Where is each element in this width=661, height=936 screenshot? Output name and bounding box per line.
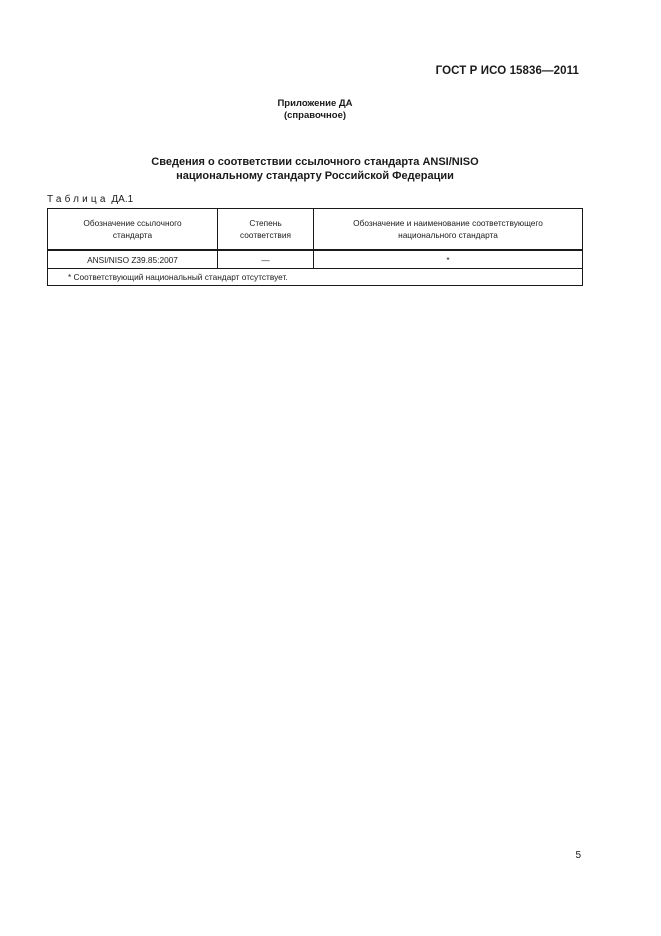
header-national-line1: Обозначение и наименование соответствующего bbox=[353, 218, 543, 228]
table-row bbox=[48, 250, 583, 269]
cell-national-standard: * bbox=[314, 250, 583, 269]
header-degree-line1: Степень bbox=[249, 218, 282, 228]
table-caption-number: ДА.1 bbox=[111, 194, 134, 205]
cell-degree: — bbox=[218, 250, 314, 269]
annex-title: Приложение ДА bbox=[277, 98, 353, 109]
header-national-standard bbox=[314, 209, 583, 251]
header-reference-standard bbox=[48, 209, 218, 251]
header-reference-line1: Обозначение ссылочного bbox=[83, 218, 182, 228]
correspondence-table bbox=[47, 208, 583, 286]
section-title bbox=[0, 155, 630, 183]
table-caption-word: Таблица bbox=[47, 194, 109, 205]
annex-heading bbox=[0, 98, 630, 122]
section-title-line2: национальному стандарту Российской Федерации bbox=[176, 170, 454, 182]
table-caption bbox=[47, 194, 133, 205]
table-footnote: * Соответствующий национальный стандарт отсутствует. bbox=[48, 269, 583, 286]
annex-kind: (справочное) bbox=[283, 110, 347, 121]
page-number: 5 bbox=[575, 850, 581, 861]
header-reference-line2: стандарта bbox=[112, 230, 153, 240]
table-footnote-row bbox=[48, 269, 583, 286]
document-code: ГОСТ Р ИСО 15836—2011 bbox=[435, 65, 579, 77]
header-national-line2: национального стандарта bbox=[398, 230, 498, 240]
section-title-line1: Сведения о соответствии ссылочного стандарта ANSI/NISO bbox=[151, 156, 479, 168]
table-header-row bbox=[48, 209, 583, 251]
header-degree-line2: соответствия bbox=[240, 230, 291, 240]
cell-reference-standard: ANSI/NISO Z39.85:2007 bbox=[48, 250, 218, 269]
header-degree bbox=[218, 209, 314, 251]
